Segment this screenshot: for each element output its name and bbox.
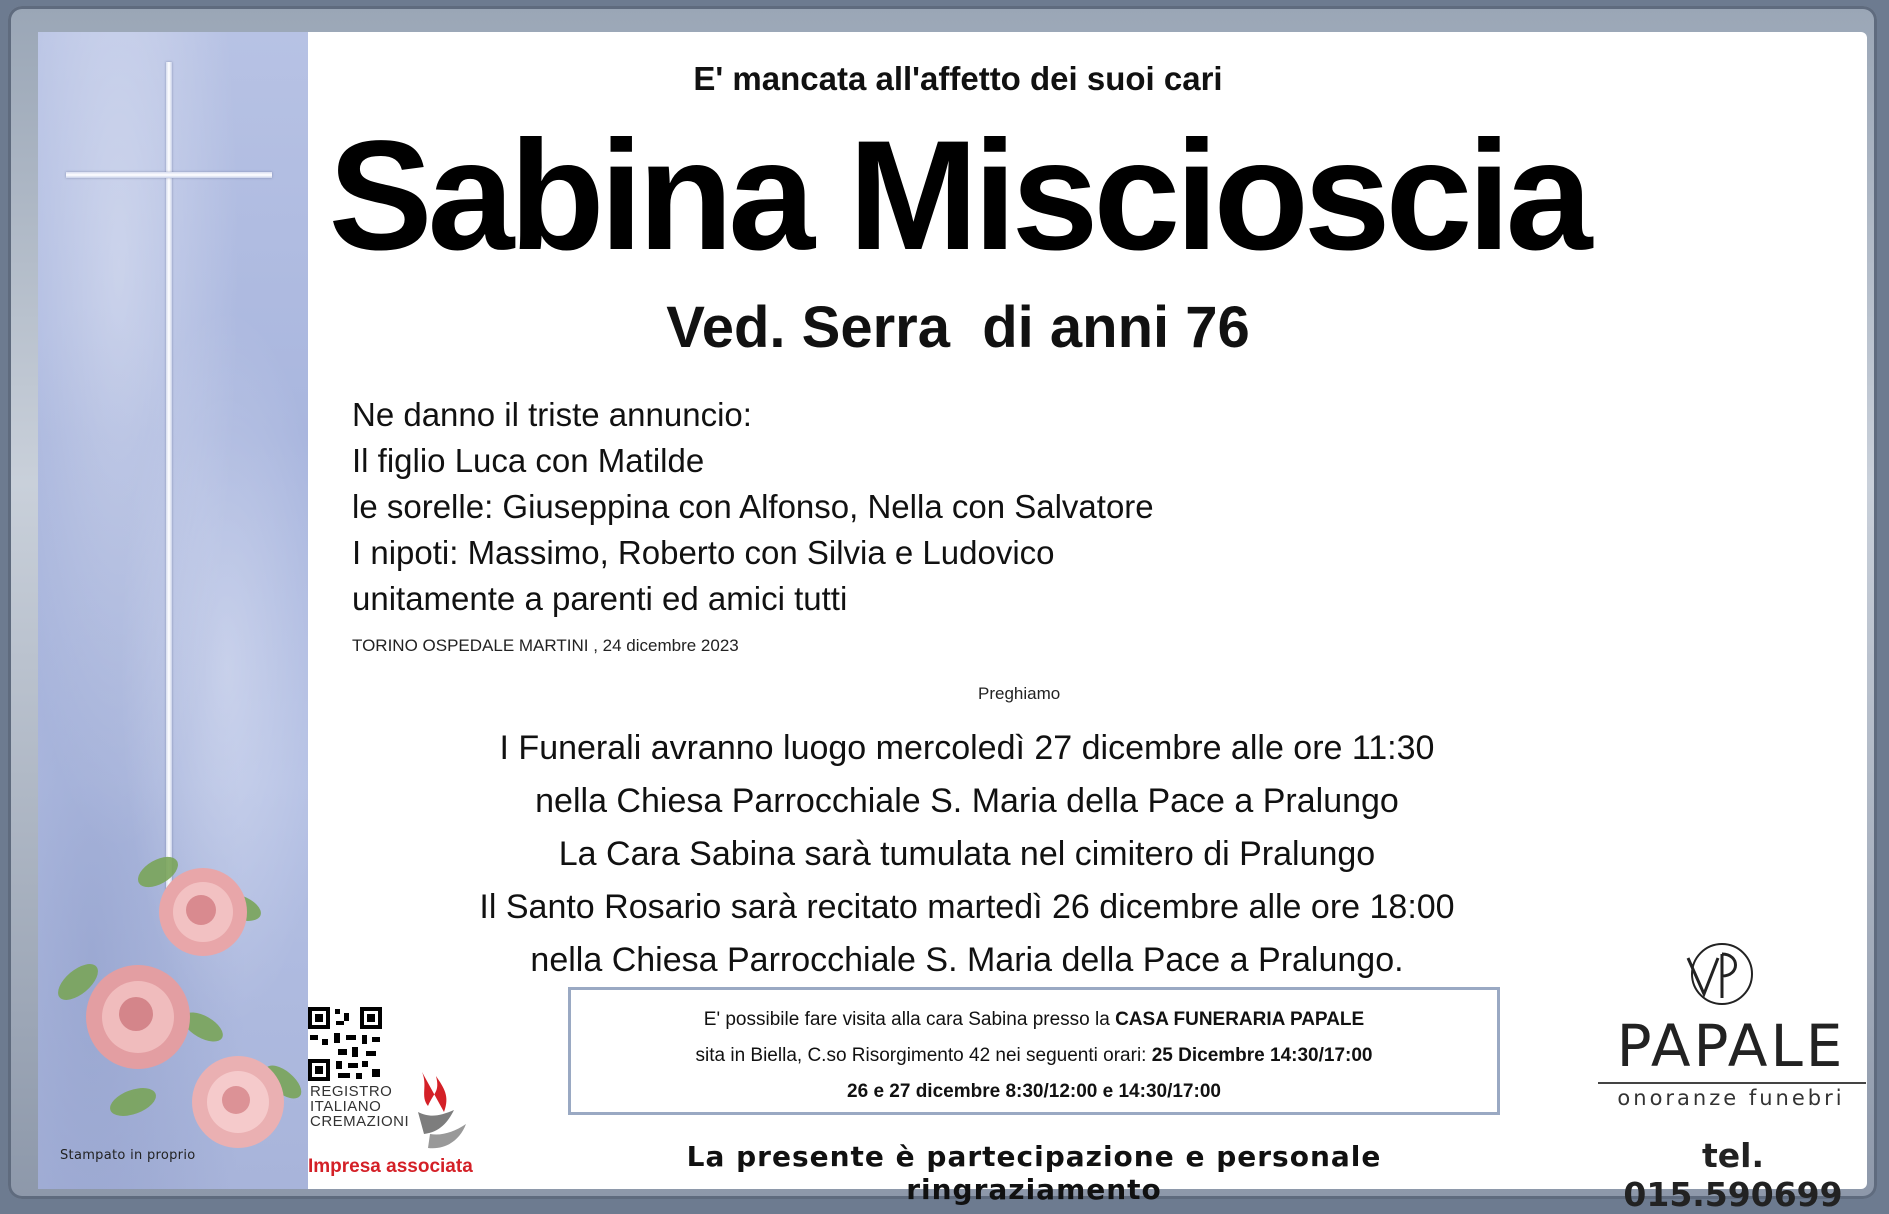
announcement-line: le sorelle: Giuseppina con Alfonso, Nella con Salvatore <box>352 488 1154 525</box>
visit-text: E' possibile fare visita alla cara Sabina presso la <box>703 1009 1116 1030</box>
intro-line: E' mancata all'affetto dei suoi cari <box>693 60 1223 97</box>
company-tagline: onoranze funebri <box>1617 1086 1845 1110</box>
company-divider <box>1598 1082 1866 1084</box>
registry-line: REGISTRO <box>310 1083 393 1100</box>
visit-text: sita in Biella, C.so Risorgimento 42 nei seguenti orari: <box>695 1045 1152 1066</box>
visit-line-3 <box>571 1074 1497 1110</box>
cross-arm <box>66 172 272 178</box>
cross-icon <box>166 62 172 912</box>
funeral-block <box>308 722 1626 987</box>
notice-frame <box>8 6 1877 1214</box>
funeral-line: nella Chiesa Parrocchiale S. Maria della Pace a Pralungo <box>535 782 1399 820</box>
visit-hours: 25 Dicembre 14:30/17:00 <box>1151 1045 1373 1066</box>
deceased-subtitle: Ved. Serra di anni 76 <box>666 295 1250 360</box>
funeral-home-name: CASA FUNERARIA PAPALE <box>1115 1009 1365 1030</box>
announcement-line: Il figlio Luca con Matilde <box>352 442 705 479</box>
announcement-line: I nipoti: Massimo, Roberto con Silvia e Ludovico <box>352 534 1055 571</box>
funeral-line: La Cara Sabina sarà tumulata nel cimitero di Pralungo <box>558 835 1376 873</box>
thanks-line: La presente è partecipazione e personale ringraziamento <box>686 1140 1382 1206</box>
visit-hours: 26 e 27 dicembre 8:30/12:00 e 14:30/17:00 <box>847 1081 1221 1102</box>
registry-line: ITALIANO <box>310 1098 382 1115</box>
registry-line: CREMAZIONI <box>310 1113 410 1130</box>
cremation-registry-label <box>310 1084 409 1129</box>
visit-line-2 <box>571 1038 1497 1074</box>
obituary-card <box>38 32 1867 1214</box>
printed-note: Stampato in proprio <box>60 1148 196 1163</box>
roses-image <box>38 832 308 1162</box>
deceased-name: Sabina Miscioscia <box>328 109 1588 283</box>
funeral-line: nella Chiesa Parrocchiale S. Maria della Pace a Pralungo. <box>530 941 1404 979</box>
company-phone[interactable]: tel. 015.590699 <box>1623 1136 1843 1214</box>
associate-badge: Impresa associata <box>308 1156 473 1177</box>
qr-code-icon[interactable] <box>308 1007 382 1081</box>
prayer-label: Preghiamo <box>978 684 1061 703</box>
funeral-line: Il Santo Rosario sarà recitato martedì 26 dicembre alle ore 18:00 <box>479 888 1455 926</box>
phoenix-logo-icon <box>410 1062 470 1157</box>
announcement-line: Ne danno il triste annuncio: <box>352 396 752 433</box>
company-name: PAPALE <box>1616 1012 1846 1080</box>
decorative-sidebar <box>38 32 308 1189</box>
visit-line-1 <box>571 1002 1497 1038</box>
papale-monogram-icon <box>1674 936 1764 1016</box>
funeral-line: I Funerali avranno luogo mercoledì 27 dicembre alle ore 11:30 <box>499 729 1435 767</box>
announcement-line: unitamente a parenti ed amici tutti <box>352 580 848 617</box>
place-date: TORINO OSPEDALE MARTINI , 24 dicembre 2023 <box>352 636 739 655</box>
announcement-block <box>352 392 1154 622</box>
visit-box <box>568 987 1500 1115</box>
